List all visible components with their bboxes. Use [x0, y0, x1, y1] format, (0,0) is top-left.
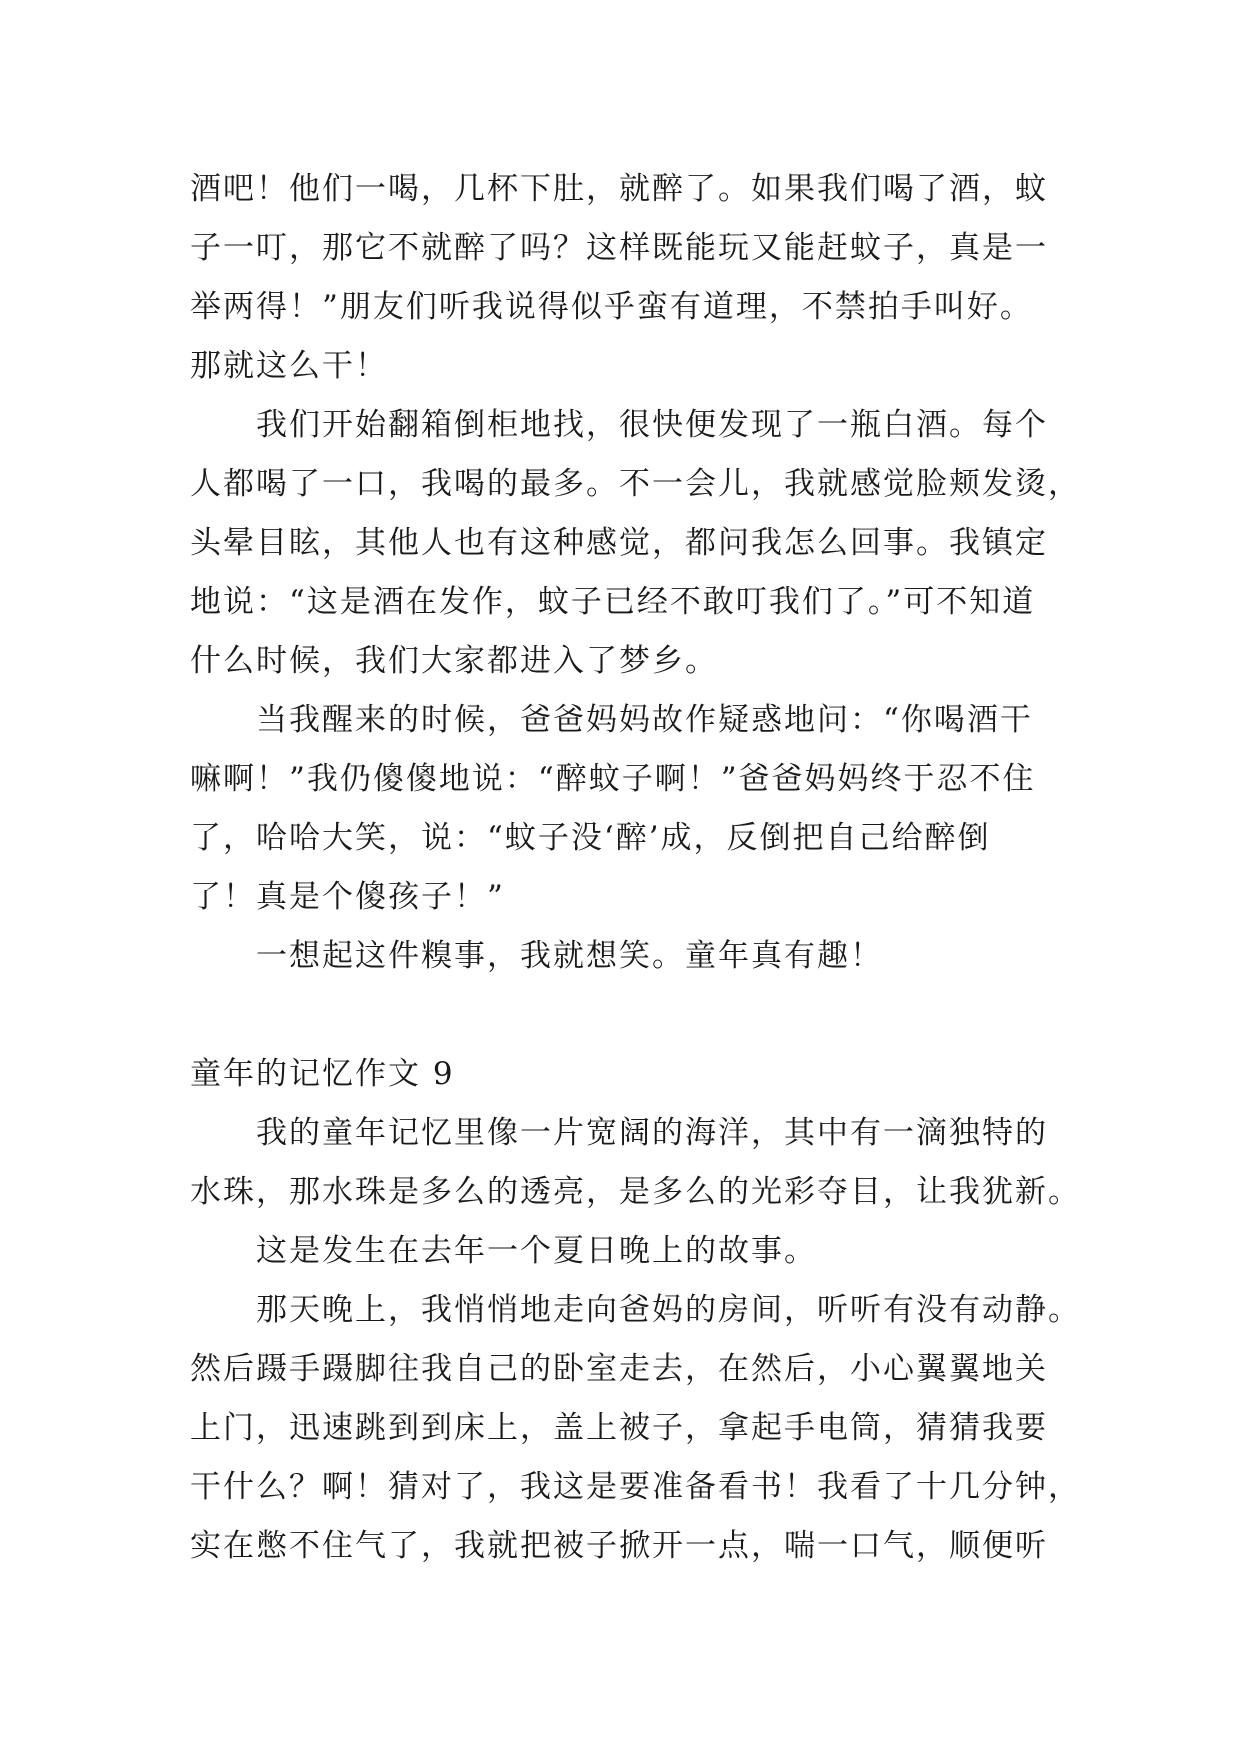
text-line: 人都喝了一口，我喝的最多。不一会儿，我就感觉脸颊发烫， [190, 466, 1081, 502]
text-line: 酒吧！他们一喝，几杯下肚，就醉了。如果我们喝了酒，蚊 [190, 171, 1048, 207]
text-line: 水珠，那水珠是多么的透亮，是多么的光彩夺目，让我犹新。 [190, 1174, 1081, 1210]
text-line: 子一叮，那它不就醉了吗？这样既能玩又能赶蚊子，真是一 [190, 230, 1048, 266]
text-line: 了！真是个傻孩子！” [190, 879, 505, 915]
document-body [190, 160, 1081, 1576]
section-gap [190, 986, 1052, 1045]
text-line: 那就这么干！ [190, 348, 388, 384]
text-line: 地说：“这是酒在发作，蚊子已经不敢叮我们了。”可不知道 [190, 584, 1036, 620]
text-line: 头晕目眩，其他人也有这种感觉，都问我怎么回事。我镇定 [190, 525, 1048, 561]
text-line: 举两得！”朋友们听我说得似乎蛮有道理，不禁拍手叫好。 [190, 289, 1033, 325]
section-title: 童年的记忆作文 9 [190, 1056, 455, 1092]
text-line: 嘛啊！”我仍傻傻地说：“醉蚊子啊！”爸爸妈妈终于忍不住 [190, 761, 1036, 797]
paragraph-start-line: 那天晚上，我悄悄地走向爸妈的房间，听听有没有动静。 [256, 1292, 1081, 1328]
paragraph-start-line: 我们开始翻箱倒柜地找，很快便发现了一瓶白酒。每个 [256, 407, 1048, 443]
paragraph-start-line: 一想起这件糗事，我就想笑。童年真有趣！ [256, 938, 883, 974]
text-line: 实在憋不住气了，我就把被子掀开一点，喘一口气，顺便听 [190, 1528, 1048, 1564]
text-line: 干什么？啊！猜对了，我这是要准备看书！我看了十几分钟， [190, 1469, 1081, 1505]
paragraph-start-line: 我的童年记忆里像一片宽阔的海洋，其中有一滴独特的 [256, 1115, 1048, 1151]
paragraph-start-line: 这是发生在去年一个夏日晚上的故事。 [256, 1233, 817, 1269]
text-line: 上门，迅速跳到到床上，盖上被子，拿起手电筒，猜猜我要 [190, 1410, 1048, 1446]
paragraph-start-line: 当我醒来的时候，爸爸妈妈故作疑惑地问：“你喝酒干 [256, 702, 1033, 738]
text-line: 什么时候，我们大家都进入了梦乡。 [190, 643, 718, 679]
text-line: 然后蹑手蹑脚往我自己的卧室走去，在然后，小心翼翼地关 [190, 1351, 1048, 1387]
text-line: 了，哈哈大笑，说：“蚊子没‘醉’成，反倒把自己给醉倒 [190, 820, 991, 856]
